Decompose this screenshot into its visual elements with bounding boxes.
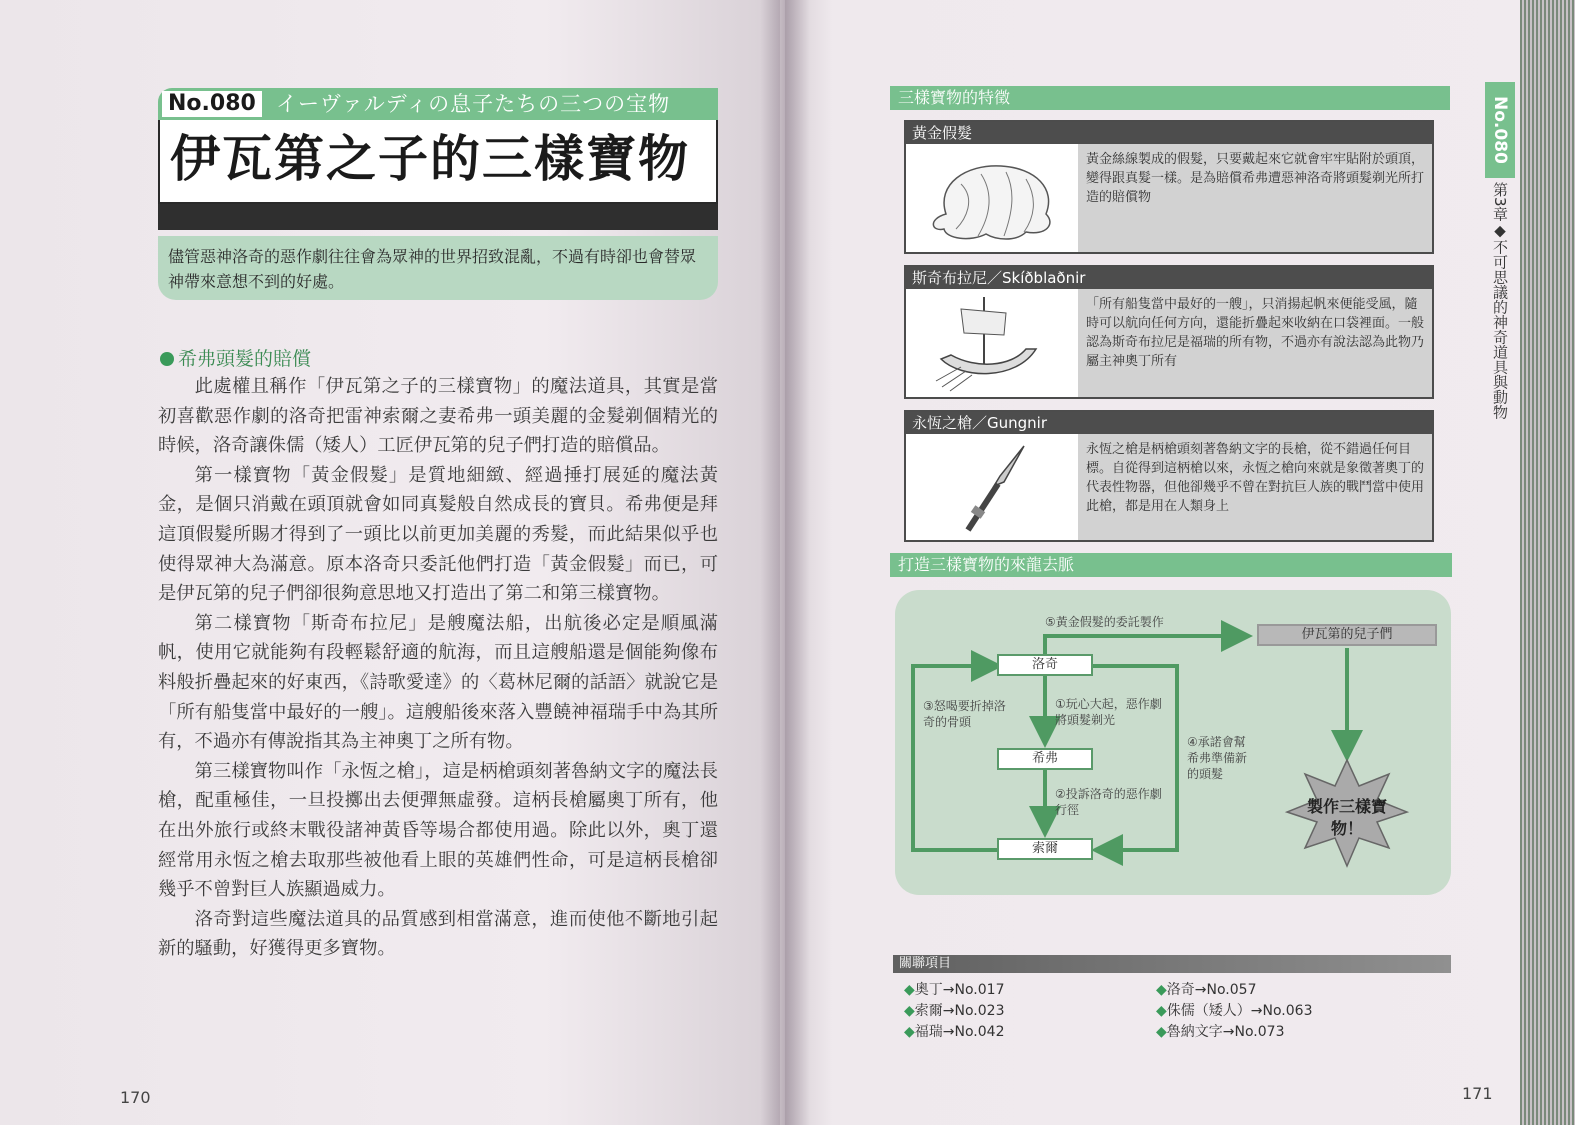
features-heading: 三樣寶物的特徵	[890, 86, 1450, 110]
lead-text: 儘管惡神洛奇的惡作劇往往會為眾神的世界招致混亂，不過有時卻也會替眾神帶來意想不到的好處。	[168, 247, 697, 291]
step-2-label: ②投訴洛奇的惡作劇行徑	[1055, 787, 1162, 817]
article-number: No.080	[162, 91, 262, 117]
paragraph: 第一樣寶物「黃金假髮」是質地細緻、經過捶打展延的魔法黃金，是個只消戴在頭頂就會如同真髮般自然成長的寶貝。希弗便是拜這頂假髮所賜才得到了一頭比以前更加美麗的秀髮，而此結果似乎也使得眾神大為滿意。原本洛奇只委託他們打造「黃金假髮」而已，可是伊瓦第的兒子們卻很夠意思地又打造出了第二和第三樣寶物。	[158, 464, 718, 605]
paragraph: 洛奇對這些魔法道具的品質感到相當滿意，進而使他不斷地引起新的騷動，好獲得更多寶物。	[158, 908, 718, 960]
page-number-left: 170	[120, 1088, 151, 1107]
step-3-label: ③怒喝要折掉洛奇的骨頭	[923, 699, 1006, 729]
related-item: ◆福瑞→No.042	[904, 1024, 1005, 1040]
step-1-label: ①玩心大起，惡作劇將頭髮剃光	[1055, 697, 1162, 727]
origin-diagram	[895, 590, 1451, 895]
title-underbar	[158, 204, 718, 230]
wig-icon	[906, 144, 1076, 252]
section-heading-text: 希弗頭髮的賠償	[178, 348, 312, 370]
chapter-side-tab	[1485, 82, 1515, 552]
feature-title: 斯奇布拉尼／Skíðblaðnir	[906, 267, 1432, 289]
related-item: ◆魯納文字→No.073	[1156, 1024, 1285, 1040]
related-heading: 關聯項目	[893, 955, 1451, 973]
feature-spear	[904, 410, 1434, 542]
book-gutter	[760, 0, 810, 1125]
paragraph: 此處權且稱作「伊瓦第之子的三樣寶物」的魔法道具，其實是當初喜歡惡作劇的洛奇把雷神索爾之妻希弗一頭美麗的金髮剃個精光的時候，洛奇讓侏儒（矮人）工匠伊瓦第的兒子們打造的賠償品。	[158, 376, 718, 457]
spear-icon	[906, 434, 1076, 540]
side-chapter-title: 第3章◆不可思議的神奇道具與動物	[1491, 182, 1509, 420]
feature-wig	[904, 120, 1434, 254]
feature-title: 永恆之槍／Gungnir	[906, 412, 1432, 434]
node-thor: 索爾	[997, 838, 1093, 860]
feature-description: 黃金絲線製成的假髮，只要戴起來它就會牢牢貼附於頭頂，變得跟真髮一樣。是為賠償希弗遭惡神洛奇將頭髮剃光所打造的賠償物	[1078, 144, 1432, 252]
step-5-label: ⑤黃金假髮的委託製作	[1045, 615, 1164, 629]
side-article-number: No.080	[1485, 82, 1515, 178]
feature-title: 黃金假髮	[906, 122, 1432, 144]
node-ivaldi-sons: 伊瓦第的兒子們	[1257, 624, 1437, 646]
feature-ship	[904, 265, 1434, 399]
left-page	[0, 0, 780, 1125]
header-strip	[158, 88, 718, 120]
page-edges	[1520, 0, 1575, 1125]
title-box	[158, 120, 718, 204]
section-heading	[160, 344, 311, 371]
related-item: ◆索爾→No.023	[904, 1003, 1005, 1019]
ship-icon	[906, 289, 1076, 397]
feature-description: 「所有船隻當中最好的一艘」，只消揚起帆來便能受風，隨時可以航向任何方向，還能折疊起來收納在口袋裡面。一般認為斯奇布拉尼是福瑞的所有物，不過亦有說法認為此物乃屬主神奧丁所有	[1078, 289, 1432, 397]
lead-box	[158, 236, 718, 300]
page-number-right: 171	[1462, 1084, 1493, 1103]
article-title: 伊瓦第之子的三樣寶物	[170, 130, 690, 188]
origin-heading: 打造三樣寶物的來龍去脈	[890, 553, 1452, 577]
node-loki: 洛奇	[997, 654, 1093, 676]
burst-text: 製作三樣寶物！	[1307, 797, 1388, 838]
related-item: ◆侏儒（矮人）→No.063	[1156, 1003, 1313, 1019]
node-sif: 希弗	[997, 748, 1093, 770]
related-item: ◆奧丁→No.017	[904, 982, 1005, 998]
related-item: ◆洛奇→No.057	[1156, 982, 1257, 998]
japanese-subtitle: イーヴァルディの息子たちの三つの宝物	[276, 92, 671, 116]
feature-description: 永恆之槍是柄槍頭刻著魯納文字的長槍，從不錯過任何目標。自從得到這柄槍以來，永恆之槍向來就是象徵著奧丁的代表性物器，但他卻幾乎不曾在對抗巨人族的戰鬥當中使用此槍，都是用在人類身上	[1078, 434, 1432, 540]
body-text	[158, 372, 718, 964]
paragraph: 第二樣寶物「斯奇布拉尼」是艘魔法船，出航後必定是順風滿帆，使用它就能夠有段輕鬆舒適的航海，而且這艘船還是個能夠像布料般折疊起來的好東西，《詩歌愛達》的〈葛林尼爾的話語〉就說它是「所有船隻當中最好的一艘」。這艘船後來落入豐饒神福瑞手中為其所有，不過亦有傳說指其為主神奧丁之所有物。	[158, 612, 718, 753]
bullet-icon	[160, 352, 174, 366]
step-4-label: ④承諾會幫希弗準備新的頭髮	[1187, 735, 1248, 781]
paragraph: 第三樣寶物叫作「永恆之槍」，這是柄槍頭刻著魯納文字的魔法長槍，配重極佳，一旦投擲出去便彈無虛發。這柄長槍屬奧丁所有，他在出外旅行或終末戰役諸神黃昏等場合都使用過。除此以外，奧丁還經常用永恆之槍去取那些被他看上眼的英雄們性命，可是這柄長槍卻幾乎不曾對巨人族顯過威力。	[158, 760, 718, 901]
article-header	[158, 88, 718, 238]
